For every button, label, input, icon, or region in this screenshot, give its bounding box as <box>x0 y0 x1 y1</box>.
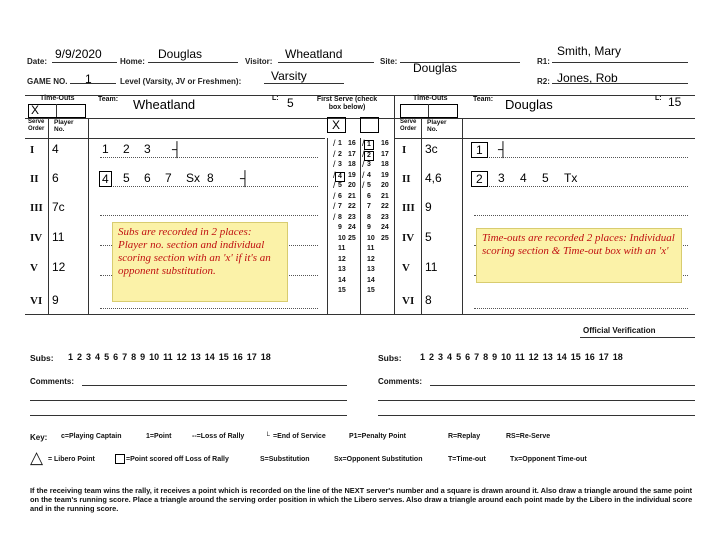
date-label: Date: <box>27 57 48 66</box>
sub-number: 16 <box>584 352 595 362</box>
running-score-number: 23 <box>381 213 389 221</box>
player-number: 5 <box>425 230 432 244</box>
running-score-number: 24 <box>348 224 356 231</box>
key-end-service: =End of Service <box>273 433 326 440</box>
running-score-number: 4 <box>367 171 371 179</box>
sub-number: 1 <box>420 352 426 362</box>
running-score-number: 19 <box>348 171 356 179</box>
individual-score: 3 <box>144 142 151 156</box>
individual-score: Sx <box>186 171 201 185</box>
individual-score: 5 <box>542 171 549 185</box>
key-loss-of-rally: --=Loss of Rally <box>192 433 245 440</box>
running-score-number: 23 <box>348 213 356 221</box>
running-score-number: 11 <box>338 245 346 252</box>
running-score-number: 10 <box>367 234 375 242</box>
sub-number: 17 <box>598 352 609 362</box>
slash-mark: / <box>362 138 365 148</box>
running-score-number: 6 <box>367 192 371 200</box>
left-libero-label: L: <box>272 95 279 102</box>
right-serve-order-label: Serve Order <box>400 119 417 132</box>
home-label: Home: <box>120 57 145 66</box>
slash-mark: / <box>333 180 336 190</box>
left-team-value: Wheatland <box>133 97 196 112</box>
serve-order-roman: V <box>402 262 410 274</box>
running-score-number: 20 <box>348 182 356 189</box>
running-score-number: 5 <box>338 182 342 189</box>
right-team-value: Douglas <box>505 97 553 112</box>
individual-score: 4 <box>99 171 112 187</box>
triangle-icon: △ <box>30 448 44 467</box>
left-serve-order-label: Serve Order <box>28 119 45 132</box>
player-number: 9 <box>425 200 432 214</box>
running-score-number: 13 <box>367 266 375 273</box>
individual-score: Tx <box>564 171 578 185</box>
serve-order-roman: VI <box>30 295 43 307</box>
running-score-number: 24 <box>381 224 389 231</box>
left-timeouts-label: Time-Outs <box>40 95 75 102</box>
running-score-number: 12 <box>367 255 375 263</box>
sub-number: 11 <box>163 352 173 362</box>
right-subs-label: Subs: <box>378 353 402 363</box>
running-score-number: 12 <box>338 255 346 263</box>
running-score-number: 21 <box>348 192 356 200</box>
running-score-number: 15 <box>367 287 375 294</box>
timeout-note: Time-outs are recorded 2 places: Individual scoring section & Time-out box with an 'x' <box>476 228 682 283</box>
sub-number: 7 <box>122 352 128 362</box>
serve-order-roman: I <box>30 144 35 156</box>
serve-order-roman: III <box>30 202 43 214</box>
game-label: GAME NO. <box>27 77 68 86</box>
player-number: 8 <box>425 293 432 307</box>
running-score-number: 13 <box>338 266 346 273</box>
player-number: 9 <box>52 293 59 307</box>
sub-number: 6 <box>465 352 471 362</box>
player-number: 11 <box>425 260 438 274</box>
running-score-number: 2 <box>338 150 342 158</box>
running-score-number: 21 <box>381 192 389 200</box>
right-libero-value: 15 <box>668 95 682 109</box>
sub-number: 1 <box>68 352 74 362</box>
running-score-number: 5 <box>367 182 371 189</box>
sub-number: 18 <box>260 352 271 362</box>
sub-number: 15 <box>570 352 581 362</box>
sub-number: 5 <box>104 352 110 362</box>
key-opponent-timeout: Tx=Opponent Time-out <box>510 456 587 463</box>
slash-mark: / <box>362 148 365 159</box>
running-score-number: 11 <box>367 245 375 252</box>
slash-mark: / <box>333 148 336 159</box>
running-score-number: 8 <box>338 213 342 221</box>
sub-number: 7 <box>474 352 480 362</box>
r2-label: R2: <box>537 77 550 86</box>
running-score-number: 16 <box>381 140 389 147</box>
individual-score: 2 <box>471 171 488 187</box>
key-reserve: RS=Re-Serve <box>506 433 551 440</box>
date-value: 9/9/2020 <box>55 47 102 61</box>
sub-number: 8 <box>131 352 137 362</box>
sub-number: 3 <box>438 352 444 362</box>
individual-score: 7 <box>165 171 172 185</box>
right-team-label: Team: <box>473 96 494 103</box>
player-number: 3c <box>425 142 438 156</box>
key-point: 1=Point <box>146 433 172 440</box>
running-score-number: 9 <box>338 224 342 231</box>
key-replay: R=Replay <box>448 433 481 440</box>
left-subs-list <box>68 352 275 362</box>
sub-number: 17 <box>246 352 257 362</box>
running-score-number: 10 <box>338 234 346 242</box>
sub-number: 9 <box>492 352 498 362</box>
game-value: 1 <box>85 72 92 86</box>
serve-order-roman: II <box>30 173 39 185</box>
serve-order-roman: V <box>30 262 38 274</box>
key-captain: c=Playing Captain <box>61 433 122 440</box>
running-score-number: 16 <box>348 140 356 147</box>
slash-mark: / <box>333 190 336 201</box>
sub-number: 18 <box>612 352 623 362</box>
key-label: Key: <box>30 433 48 442</box>
serve-order-roman: IV <box>402 232 415 244</box>
key-penalty-point: P1=Penalty Point <box>349 433 406 440</box>
running-score-number: 7 <box>367 203 371 210</box>
right-libero-label: L: <box>655 95 662 102</box>
sub-number: 13 <box>190 352 201 362</box>
subs-note: Subs are recorded in 2 places: Player no. section and individual scoring section with an 'x' if it's an opponent substitution. <box>112 222 288 302</box>
running-score-number: 14 <box>338 276 346 284</box>
left-subs-label: Subs: <box>30 353 54 363</box>
right-subs-list <box>420 352 627 362</box>
running-score-number: 25 <box>381 234 389 242</box>
key-substitution: S=Substitution <box>260 456 310 463</box>
player-number: 4 <box>52 142 59 156</box>
running-score-number: 3 <box>338 161 342 168</box>
player-number: 11 <box>52 230 65 244</box>
slash-mark: / <box>362 159 365 169</box>
running-score-number: 22 <box>381 203 389 210</box>
sub-number: 9 <box>140 352 146 362</box>
sub-number: 16 <box>232 352 243 362</box>
sub-number: 11 <box>515 352 525 362</box>
slash-mark: / <box>333 201 336 211</box>
running-score-number: 15 <box>338 287 346 294</box>
slash-mark: / <box>333 211 336 222</box>
key-end-service-mark: └ <box>265 433 270 440</box>
r1-label: R1: <box>537 57 550 66</box>
individual-score: 2 <box>123 142 130 156</box>
slash-mark: / <box>333 169 336 180</box>
key-square-point: =Point scored off Loss of Rally <box>126 456 229 463</box>
individual-score: 6 <box>144 171 151 185</box>
home-value: Douglas <box>158 47 203 61</box>
serve-order-roman: VI <box>402 295 415 307</box>
player-number: 7c <box>52 200 65 214</box>
right-comments-label: Comments: <box>378 377 423 386</box>
key-opponent-sub: Sx=Opponent Substitution <box>334 456 423 463</box>
player-number: 6 <box>52 171 59 185</box>
end-of-service-mark: ┤ <box>172 141 182 157</box>
sub-number: 13 <box>542 352 553 362</box>
right-timeouts-label: Time-Outs <box>413 95 448 102</box>
square-icon <box>115 454 125 464</box>
individual-score: 4 <box>520 171 527 185</box>
level-value: Varsity <box>271 69 307 83</box>
individual-score: 1 <box>471 142 488 158</box>
running-score-number: 18 <box>348 161 356 168</box>
left-team-label: Team: <box>98 96 119 103</box>
running-score-number: 14 <box>367 276 375 284</box>
running-score-number: 7 <box>338 203 342 210</box>
r1-value: Smith, Mary <box>557 44 622 58</box>
sub-number: 5 <box>456 352 462 362</box>
sub-number: 8 <box>483 352 489 362</box>
running-score-number: 9 <box>367 224 371 231</box>
sub-number: 2 <box>429 352 435 362</box>
running-score-number: 2 <box>364 151 374 161</box>
slash-mark: / <box>333 159 336 169</box>
visitor-value: Wheatland <box>285 47 343 61</box>
running-score-number: 18 <box>381 161 389 168</box>
left-comments-label: Comments: <box>30 377 75 386</box>
left-player-label: Player No. <box>54 119 74 133</box>
key-timeout: T=Time-out <box>448 456 486 463</box>
level-label: Level (Varsity, JV or Freshmen): <box>120 77 242 86</box>
sub-number: 14 <box>556 352 567 362</box>
running-score-number: 1 <box>364 140 374 150</box>
sub-number: 12 <box>528 352 539 362</box>
end-of-service-mark: ┤ <box>240 170 250 186</box>
sub-number: 6 <box>113 352 119 362</box>
sub-number: 14 <box>204 352 215 362</box>
left-timeout-mark: X <box>31 103 40 117</box>
sub-number: 4 <box>447 352 453 362</box>
slash-mark: / <box>333 138 336 148</box>
sub-number: 4 <box>95 352 101 362</box>
sub-number: 10 <box>149 352 160 362</box>
serve-order-roman: IV <box>30 232 43 244</box>
left-libero-value: 5 <box>287 96 294 110</box>
running-score-number: 1 <box>338 140 342 147</box>
running-score-number: 25 <box>348 234 356 242</box>
footer-instructions: If the receiving team wins the rally, it receives a point which is recorded on the line of the NEXT server's number and a square is drawn around it. Also draw a triangle around the same point on the team's running score. Place a triangle around the serving order position in which the Libero serves. Also draw a triangle around each point made by the Libero in the individual score and in the running score. <box>30 486 693 513</box>
individual-score: 8 <box>207 171 214 185</box>
running-score-number: 20 <box>381 182 389 189</box>
player-number: 12 <box>52 260 66 274</box>
running-score-number: 6 <box>338 192 342 200</box>
running-score-number: 17 <box>348 150 356 158</box>
running-score-number: 4 <box>335 172 345 182</box>
first-serve-label: First Serve (check box below) <box>316 96 378 111</box>
running-score-number: 17 <box>381 150 389 158</box>
right-player-label: Player No. <box>427 119 447 133</box>
site-label: Site: <box>380 57 398 66</box>
sub-number: 15 <box>218 352 229 362</box>
serve-order-roman: I <box>402 144 407 156</box>
player-number: 4,6 <box>425 171 442 185</box>
first-serve-mark: X <box>332 118 341 132</box>
sub-number: 2 <box>77 352 83 362</box>
end-of-service-mark: ┤ <box>498 141 508 157</box>
slash-mark: / <box>362 169 365 180</box>
individual-score: 5 <box>123 171 130 185</box>
running-score-number: 19 <box>381 171 389 179</box>
individual-score: 3 <box>498 171 505 185</box>
running-score-number: 22 <box>348 203 356 210</box>
visitor-label: Visitor: <box>245 57 273 66</box>
r2-value: Jones, Rob <box>557 71 618 85</box>
official-verification-label: Official Verification <box>583 326 656 335</box>
serve-order-roman: II <box>402 173 411 185</box>
serve-order-roman: III <box>402 202 415 214</box>
site-value: Douglas <box>413 61 458 75</box>
slash-mark: / <box>362 180 365 190</box>
running-score-number: 3 <box>367 161 371 168</box>
key-libero-point: = Libero Point <box>48 456 95 463</box>
sub-number: 3 <box>86 352 92 362</box>
sub-number: 12 <box>176 352 187 362</box>
individual-score: 1 <box>102 142 109 156</box>
sub-number: 10 <box>501 352 512 362</box>
running-score-number: 8 <box>367 213 371 221</box>
